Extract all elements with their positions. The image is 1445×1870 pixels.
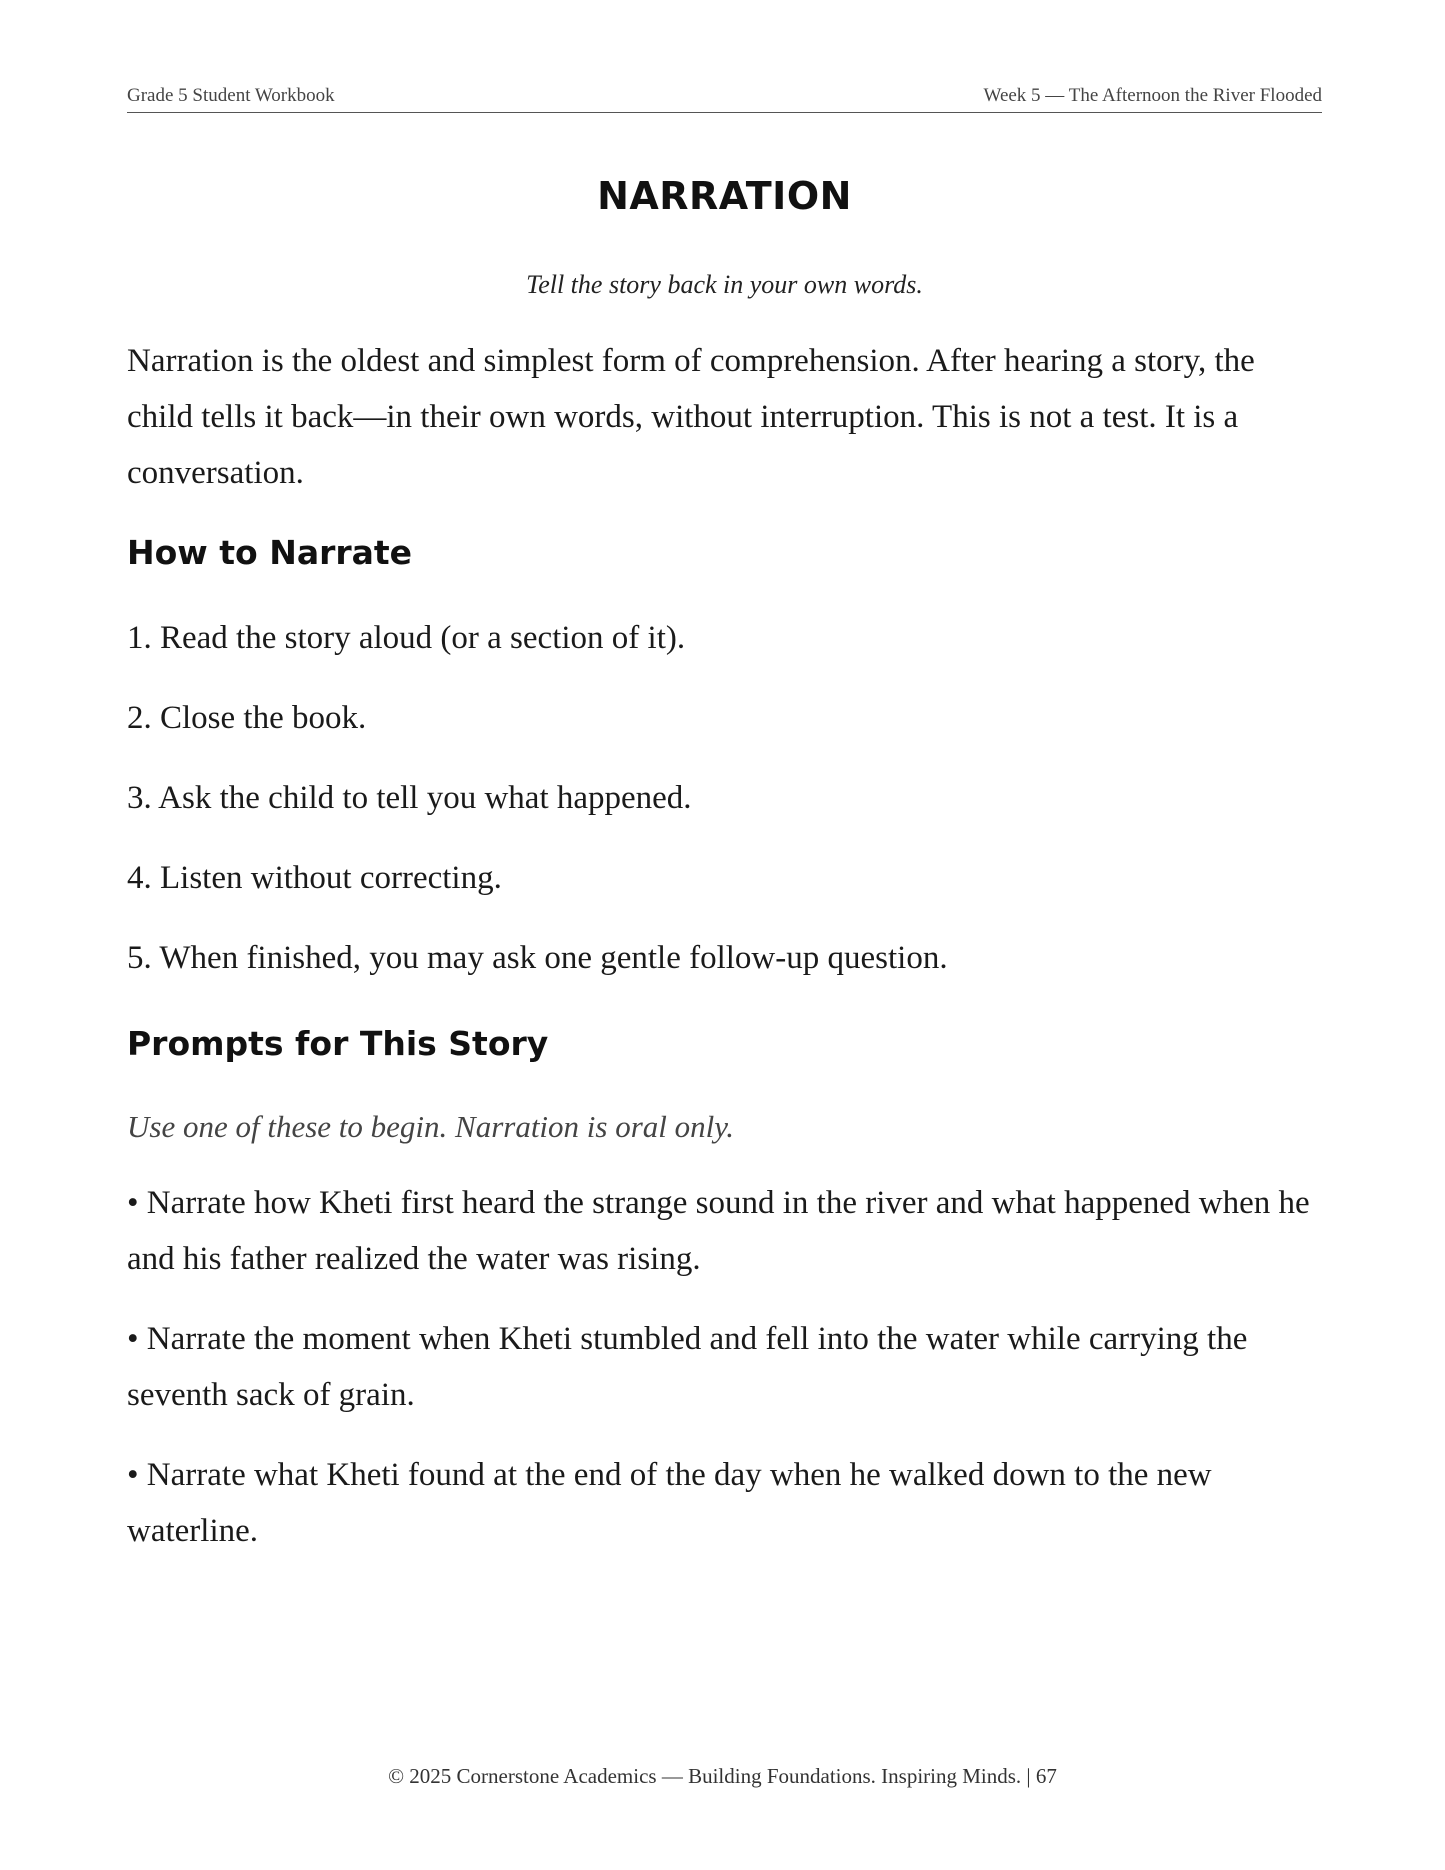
page-footer: © 2025 Cornerstone Academics — Building Foundations. Inspiring Minds. | 67 xyxy=(388,1764,1057,1788)
step-item: 1. Read the story aloud (or a section of it). xyxy=(127,620,686,656)
running-header xyxy=(127,82,1322,113)
prompt-item: • Narrate what Kheti found at the end of the day when he walked down to the new waterline. xyxy=(127,1457,1212,1549)
prompts-note: Use one of these to begin. Narration is oral only. xyxy=(127,1109,735,1144)
page-title: NARRATION xyxy=(597,174,852,218)
header-workbook-title: Grade 5 Student Workbook xyxy=(127,85,335,106)
step-item: 3. Ask the child to tell you what happened. xyxy=(127,780,692,816)
step-item: 5. When finished, you may ask one gentle follow-up question. xyxy=(127,940,948,976)
header-week-title: Week 5 — The Afternoon the River Flooded xyxy=(983,85,1322,106)
how-to-narrate-heading: How to Narrate xyxy=(127,533,413,572)
page-subtitle: Tell the story back in your own words. xyxy=(526,270,923,299)
prompt-item: • Narrate how Kheti first heard the strange sound in the river and what happened when he and his father realized the water was rising. xyxy=(127,1185,1310,1277)
prompts-heading: Prompts for This Story xyxy=(127,1024,549,1063)
step-item: 2. Close the book. xyxy=(127,700,367,736)
intro-paragraph: Narration is the oldest and simplest form of comprehension. After hearing a story, the child tells it back—in their own words, without interruption. This is not a test. It is a conversation. xyxy=(127,343,1255,491)
step-item: 4. Listen without correcting. xyxy=(127,860,502,896)
prompt-item: • Narrate the moment when Kheti stumbled and fell into the water while carrying the seventh sack of grain. xyxy=(127,1321,1248,1413)
